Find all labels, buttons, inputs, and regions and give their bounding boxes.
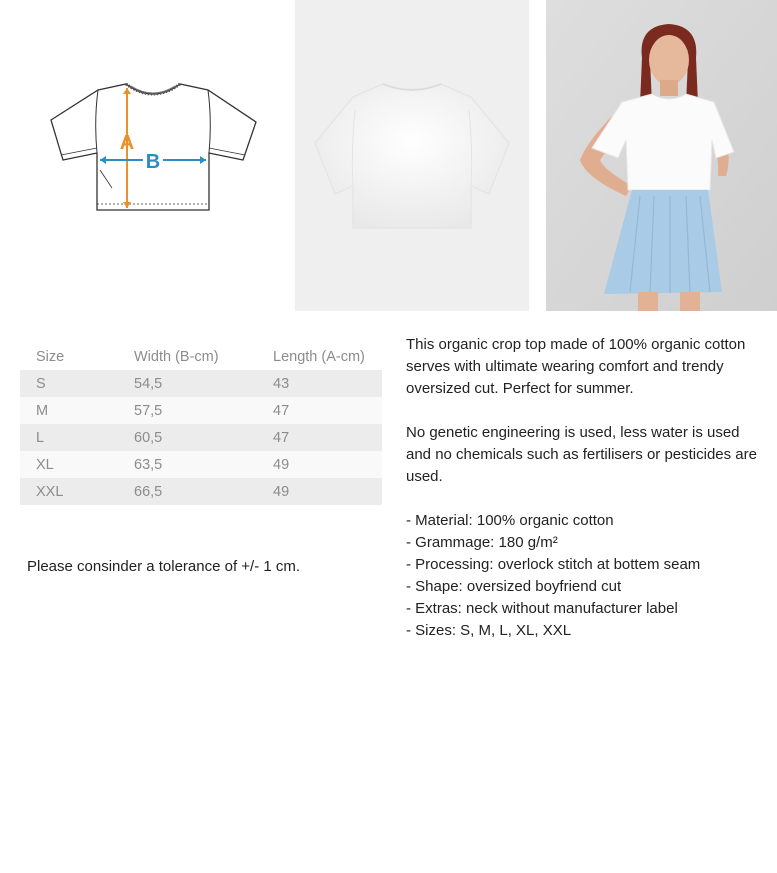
table-row (20, 424, 382, 451)
product-image (295, 0, 529, 311)
header-size: Size (36, 348, 65, 365)
white-crop-top-image (295, 0, 529, 311)
cell-size: M (36, 402, 49, 419)
model-wearing-crop-top-image (546, 0, 777, 311)
cell-length: 49 (273, 456, 290, 473)
table-row (20, 370, 382, 397)
cell-width: 60,5 (134, 429, 163, 446)
table-row (20, 478, 382, 505)
cell-length: 47 (273, 429, 290, 446)
feature-list (406, 510, 758, 642)
list-item: - Sizes: S, M, L, XL, XXL (406, 622, 572, 639)
cell-length: 43 (273, 375, 290, 392)
description-paragraph-intro: This organic crop top made of 100% organic cotton serves with ultimate wearing comfort and trendy oversized cut. Perfect for summer. (406, 336, 746, 397)
table-header-row (20, 343, 382, 370)
label-a: A (119, 132, 135, 154)
header-width: Width (B-cm) (134, 348, 219, 365)
cell-size: L (36, 429, 45, 446)
list-item: - Shape: oversized boyfriend cut (406, 578, 622, 595)
cell-width: 57,5 (134, 402, 163, 419)
list-item: - Grammage: 180 g/m² (406, 534, 558, 551)
list-item: - Processing: overlock stitch at bottem seam (406, 556, 701, 573)
size-table (20, 343, 382, 505)
tolerance-note: Please consinder a tolerance of +/- 1 cm. (27, 558, 301, 575)
list-item: - Material: 100% organic cotton (406, 512, 614, 529)
size-diagram (0, 0, 285, 311)
table-row (20, 397, 382, 424)
cell-width: 63,5 (134, 456, 163, 473)
list-item: - Extras: neck without manufacturer label (406, 600, 678, 617)
crop-top-outline-diagram (0, 0, 285, 311)
cell-width: 66,5 (134, 483, 163, 500)
cell-size: XL (36, 456, 54, 473)
description-paragraph-sustainability: No genetic engineering is used, less water is used and no chemicals such as fertilisers or pesticides are used. (406, 424, 757, 485)
cell-width: 54,5 (134, 375, 163, 392)
table-row (20, 451, 382, 478)
cell-size: S (36, 375, 46, 392)
product-description (406, 334, 758, 642)
cell-length: 47 (273, 402, 290, 419)
model-photo (546, 0, 777, 311)
header-length: Length (A-cm) (273, 348, 365, 365)
cell-size: XXL (36, 483, 64, 500)
cell-length: 49 (273, 483, 290, 500)
label-b: B (145, 151, 161, 173)
